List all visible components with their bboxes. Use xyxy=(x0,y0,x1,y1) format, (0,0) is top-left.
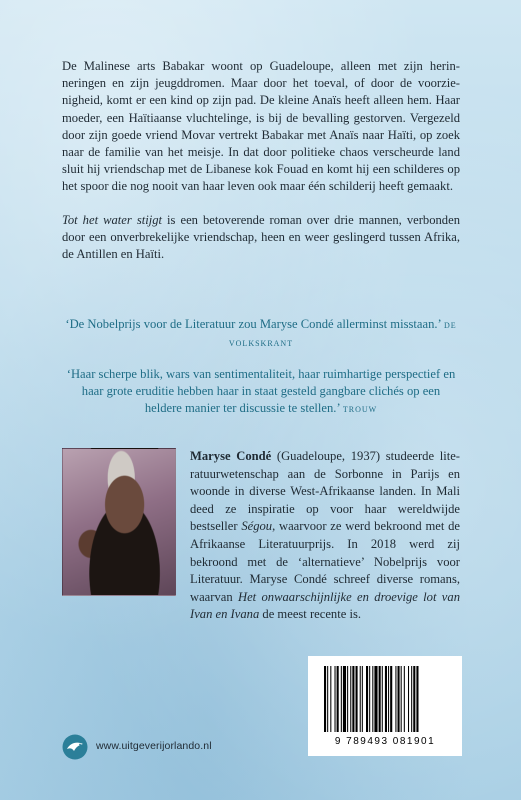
review-quote-text: ‘Haar scherpe blik, wars van sentimentaliteit, haar ruimhartige perspectief en haar grote eruditie hebben haar in staat gesteld gangbare clichés op een heldere manier ter discussie te stellen.’ xyxy=(66,367,456,416)
blurb xyxy=(62,58,460,263)
review-quote-1 xyxy=(62,316,460,352)
author-name: Maryse Condé xyxy=(190,449,272,463)
review-quote-2 xyxy=(62,366,460,419)
review-quote-source: trouw xyxy=(342,403,378,416)
barcode-bars xyxy=(322,666,450,732)
author-photo xyxy=(62,448,176,596)
publisher-url[interactable]: www.uitgeverijorlando.nl xyxy=(96,740,212,752)
book-title-ivan-ivana: Het onwaarschijnlijke en droevige lot van Ivan en Ivana xyxy=(190,589,460,622)
review-quote-text: ‘De Nobelprijs voor de Literatuur zou Maryse Condé allerminst misstaan.’ xyxy=(65,317,441,331)
blurb-paragraph-1: De Malinese arts Babakar woont op Guadeloupe, alleen met zijn herinneringen en zijn jeugddromen. Maar door het toeval, of door de voorzienigheid, komt er een kind op zijn pad. De kleine Anaïs heeft alleen hem. Haar moeder, een Haïtiaanse vluchtelinge, is bij de bevalling gestorven. Vergezeld door zijn goede vriend Movar vertrekt Babakar met Anaïs naar Haïti, op zoek naar de familie van het meisje. In dat door politieke chaos verscheurde land sluit hij vriendschap met de Libanese kok Fouad en komt hij een schilderes op het spoor die nog nooit van haar leven ook maar één schilderij heeft gemaakt. xyxy=(62,59,460,194)
author-bio xyxy=(190,448,460,624)
blurb-paragraph-2-text: is een betoverende roman over drie mannen, verbonden door een onverbrekelijke vriendschap, heen en weer geslingerd tussen Afrika, de Antillen en Haïti. xyxy=(62,212,460,262)
book-title: Tot het water stijgt xyxy=(62,212,163,227)
barcode xyxy=(308,656,462,756)
orlando-bird-logo-icon xyxy=(62,734,88,760)
review-quote-source: de volkskrant xyxy=(228,319,457,350)
author-bio-text-3: de meest recente is. xyxy=(259,607,362,622)
author-bio-text-2: , waarvoor ze werd bekroond met de Afrikaanse Literatuurprijs. In 2018 werd zij bekroond met de ‘alternatieve’ Nobelprijs voor Literatuur. Maryse Condé schreef diverse romans, waarvan xyxy=(190,519,460,604)
author-bio-text-1: (Guadeloupe, 1937) studeerde literatuurwetenschap aan de Sorbonne in Parijs en woonde in diverse West-Afrikaanse landen. In Mali deed ze inspiratie op voor haar wereldwijde bestseller xyxy=(190,449,460,534)
book-title-segou: Ségou xyxy=(241,519,273,534)
blurb-paragraph-2 xyxy=(62,212,460,264)
barcode-digits: 9 789493 081901 xyxy=(334,736,436,747)
